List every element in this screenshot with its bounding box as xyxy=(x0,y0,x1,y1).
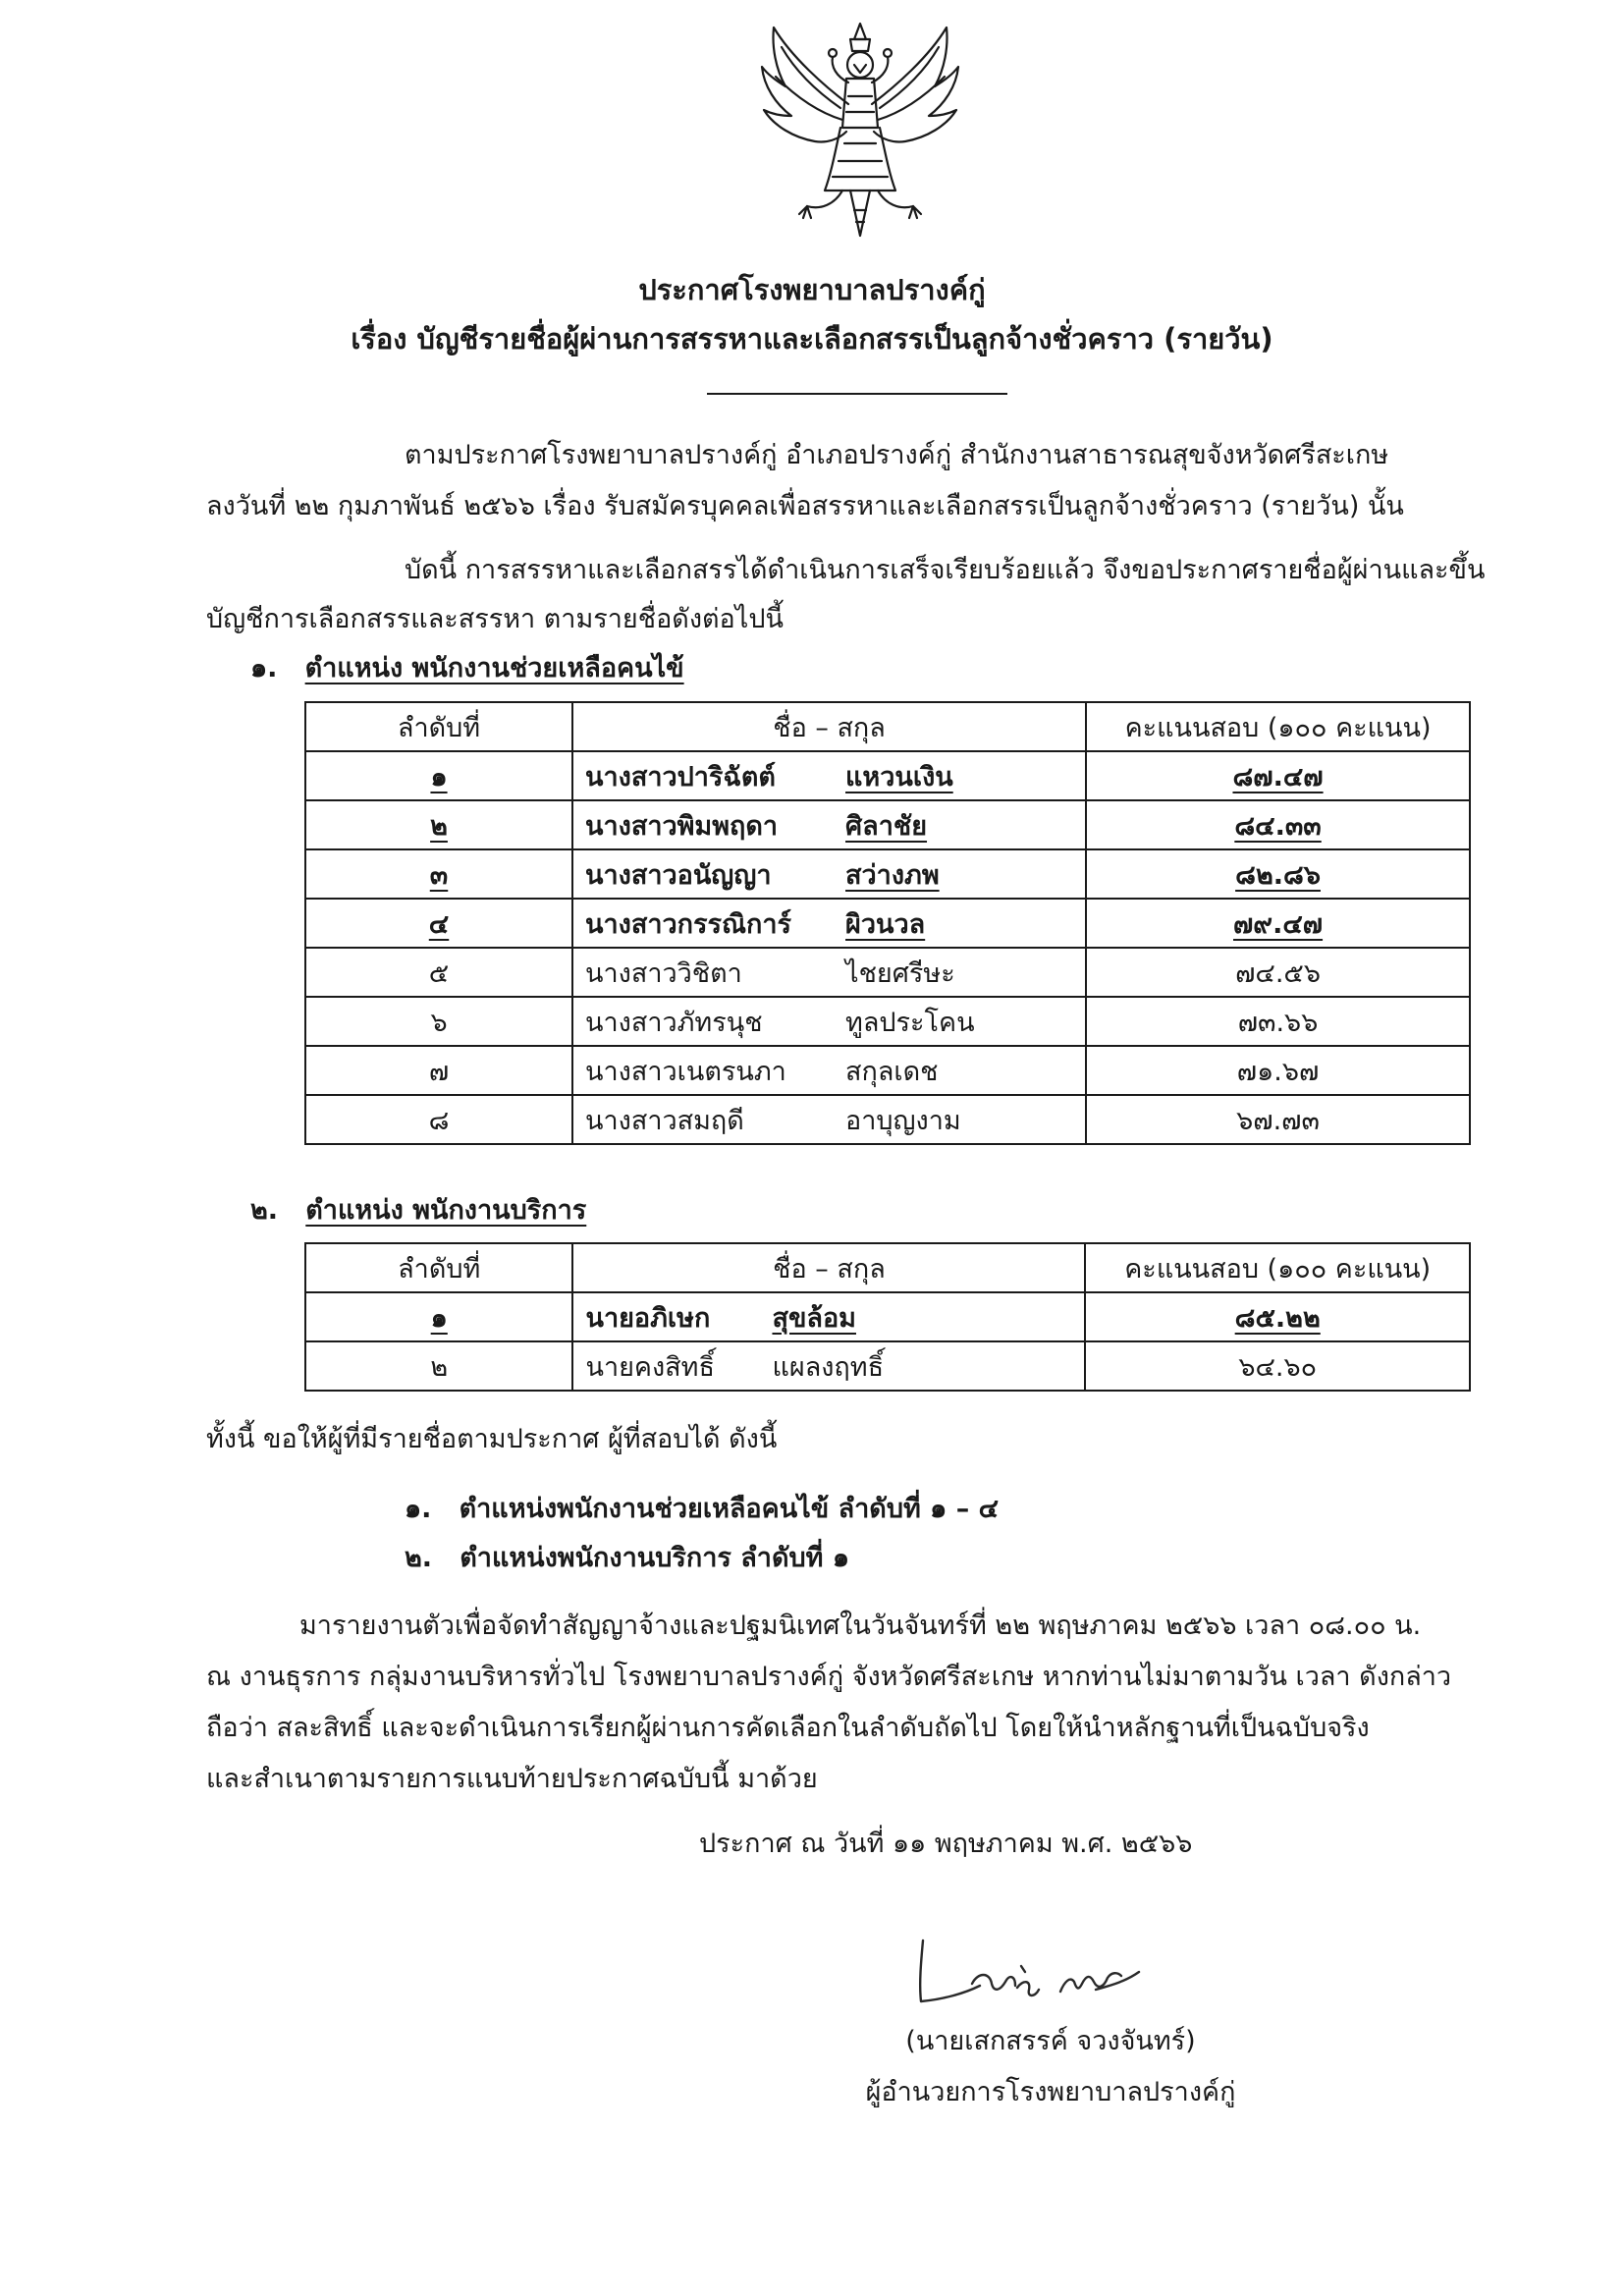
score-cell: ๗๙.๔๗ xyxy=(1233,908,1324,940)
name-column-header: ชื่อ – สกุล xyxy=(572,702,1086,751)
passed-item-2-text: ตำแหน่งพนักงานบริการ ลำดับที่ ๑ xyxy=(460,1543,849,1573)
table-header-row xyxy=(305,702,1470,751)
table-row xyxy=(305,751,1470,800)
section-2-number: ๒. xyxy=(250,1195,279,1226)
last-name-cell: ศิลาชัย xyxy=(845,810,928,842)
rank-cell: ๒ xyxy=(430,810,448,842)
last-name-cell: สุขล้อม xyxy=(772,1302,856,1334)
announcement-title: ประกาศโรงพยาบาลปรางค์กู่ xyxy=(638,273,986,306)
table-row xyxy=(305,1095,1470,1144)
report-line-3: ถือว่า สละสิทธิ์ และจะดำเนินการเรียกผู้ผ่านการคัดเลือกในลำดับถัดไป โดยให้นำหลักฐานที่เป็นฉบับจริง xyxy=(206,1713,1370,1743)
score-cell: ๘๕.๒๒ xyxy=(1234,1302,1321,1334)
table-header-row xyxy=(305,1243,1470,1292)
intro-line-2: ลงวันที่ ๒๒ กุมภาพันธ์ ๒๕๖๖ เรื่อง รับสมัครบุคคลเพื่อสรรหาและเลือกสรรเป็นลูกจ้างชั่วคราว (รายวัน) นั้น xyxy=(206,491,1404,521)
name-column-header: ชื่อ – สกุล xyxy=(572,1243,1085,1292)
rank-column-header: ลำดับที่ xyxy=(305,1243,572,1292)
section-1-number: ๑. xyxy=(250,653,278,683)
last-name-cell: ไชยศรีษะ xyxy=(845,957,955,989)
garuda-emblem-icon xyxy=(746,18,974,263)
rank-cell: ๒ xyxy=(305,1341,572,1391)
table-row xyxy=(305,899,1470,948)
score-cell: ๖๗.๗๓ xyxy=(1086,1095,1470,1144)
last-name-cell: แผลงฤทธิ์ xyxy=(772,1351,885,1383)
first-name-cell: นางสาวเนตรนภา xyxy=(585,1056,786,1087)
first-name-cell: นางสาวอนัญญา xyxy=(585,859,772,891)
passed-item-1-number: ๑. xyxy=(405,1494,432,1524)
score-cell: ๖๔.๖๐ xyxy=(1085,1341,1470,1391)
section-2-table xyxy=(304,1242,1471,1392)
last-name-cell: อาบุญงาม xyxy=(845,1105,961,1136)
last-name-cell: ผิวนวล xyxy=(845,908,926,940)
table-row xyxy=(305,849,1470,899)
rank-cell: ๑ xyxy=(430,761,448,793)
section-1-title: ตำแหน่ง พนักงานช่วยเหลือคนไข้ xyxy=(304,653,684,683)
rank-cell: ๘ xyxy=(305,1095,572,1144)
announcement-subject: เรื่อง บัญชีรายชื่อผู้ผ่านการสรรหาและเลือกสรรเป็นลูกจ้างชั่วคราว (รายวัน) xyxy=(351,322,1273,355)
first-name-cell: นายคงสิทธิ์ xyxy=(585,1351,715,1383)
rank-cell: ๑ xyxy=(430,1302,448,1334)
first-name-cell: นางสาวพิมพฤดา xyxy=(585,810,779,842)
report-line-2: ณ งานธุรการ กลุ่มงานบริหารทั่วไป โรงพยาบาลปรางค์กู่ จังหวัดศรีสะเกษ หากท่านไม่มาตามวัน เวลา ดังกล่าว xyxy=(206,1662,1452,1692)
rank-cell: ๗ xyxy=(305,1046,572,1095)
report-line-4: และสำเนาตามรายการแนบท้ายประกาศฉบับนี้ มาด้วย xyxy=(206,1764,818,1794)
first-name-cell: นางสาวกรรณิการ์ xyxy=(585,908,792,940)
first-name-cell: นางสาววิชิตา xyxy=(585,957,742,989)
report-line-1: มารายงานตัวเพื่อจัดทำสัญญาจ้างและปฐมนิเทศในวันจันทร์ที่ ๒๒ พฤษภาคม ๒๕๖๖ เวลา ๐๘.๐๐ น. xyxy=(299,1611,1422,1641)
passed-item-1 xyxy=(405,1487,999,1529)
table-row xyxy=(305,948,1470,997)
last-name-cell: ทูลประโคน xyxy=(845,1007,975,1038)
announcement-date: ประกาศ ณ วันที่ ๑๑ พฤษภาคม พ.ศ. ๒๕๖๖ xyxy=(699,1829,1193,1859)
rank-cell: ๔ xyxy=(428,908,450,940)
rank-cell: ๓ xyxy=(429,859,449,891)
last-name-cell: แหวนเงิน xyxy=(845,761,953,793)
score-cell: ๘๔.๓๓ xyxy=(1234,810,1322,842)
table-row xyxy=(305,1341,1470,1391)
intro-line-3: บัดนี้ การสรรหาและเลือกสรรได้ดำเนินการเสร็จเรียบร้อยแล้ว จึงขอประกาศรายชื่อผู้ผ่านและขึ้น xyxy=(405,555,1486,585)
score-cell: ๗๓.๖๖ xyxy=(1086,997,1470,1046)
handwritten-signature xyxy=(903,1933,1208,2026)
score-cell: ๗๔.๕๖ xyxy=(1086,948,1470,997)
section-1-table xyxy=(304,701,1471,1145)
score-cell: ๘๒.๘๖ xyxy=(1235,859,1321,891)
title-divider xyxy=(707,393,1007,395)
score-cell: ๗๑.๖๗ xyxy=(1086,1046,1470,1095)
score-cell: ๘๗.๔๗ xyxy=(1232,761,1324,793)
section-2-title: ตำแหน่ง พนักงานบริการ xyxy=(305,1195,587,1226)
score-column-header: คะแนนสอบ (๑๐๐ คะแนน) xyxy=(1086,702,1470,751)
signer-name: (นายเสกสรรค์ จวงจันทร์) xyxy=(905,2026,1196,2056)
table-row xyxy=(305,1292,1470,1341)
passed-intro: ทั้งนี้ ขอให้ผู้ที่มีรายชื่อตามประกาศ ผู้ที่สอบได้ ดังนี้ xyxy=(206,1424,778,1454)
first-name-cell: นางสาวสมฤดี xyxy=(585,1105,744,1136)
score-column-header: คะแนนสอบ (๑๐๐ คะแนน) xyxy=(1085,1243,1470,1292)
rank-column-header: ลำดับที่ xyxy=(305,702,572,751)
first-name-cell: นางสาวปาริฉัตต์ xyxy=(585,761,776,793)
table-row xyxy=(305,1046,1470,1095)
first-name-cell: นางสาวภัทรนุช xyxy=(585,1007,763,1038)
rank-cell: ๖ xyxy=(305,997,572,1046)
passed-item-1-text: ตำแหน่งพนักงานช่วยเหลือคนไข้ ลำดับที่ ๑ – ๔ xyxy=(459,1494,1000,1524)
passed-item-2-number: ๒. xyxy=(405,1543,433,1573)
intro-line-1: ตามประกาศโรงพยาบาลปรางค์กู่ อำเภอปรางค์กู่ สำนักงานสาธารณสุขจังหวัดศรีสะเกษ xyxy=(405,440,1389,470)
last-name-cell: สกุลเดช xyxy=(845,1056,939,1087)
section-2-heading xyxy=(250,1188,586,1230)
rank-cell: ๕ xyxy=(305,948,572,997)
section-1-heading xyxy=(250,646,684,688)
table-row xyxy=(305,997,1470,1046)
last-name-cell: สว่างภพ xyxy=(845,859,940,891)
signer-position: ผู้อำนวยการโรงพยาบาลปรางค์กู่ xyxy=(865,2077,1236,2107)
table-row xyxy=(305,800,1470,849)
first-name-cell: นายอภิเษก xyxy=(585,1302,711,1334)
passed-item-2 xyxy=(405,1536,849,1578)
intro-line-4: บัญชีการเลือกสรรและสรรหา ตามรายชื่อดังต่อไปนี้ xyxy=(206,604,784,634)
